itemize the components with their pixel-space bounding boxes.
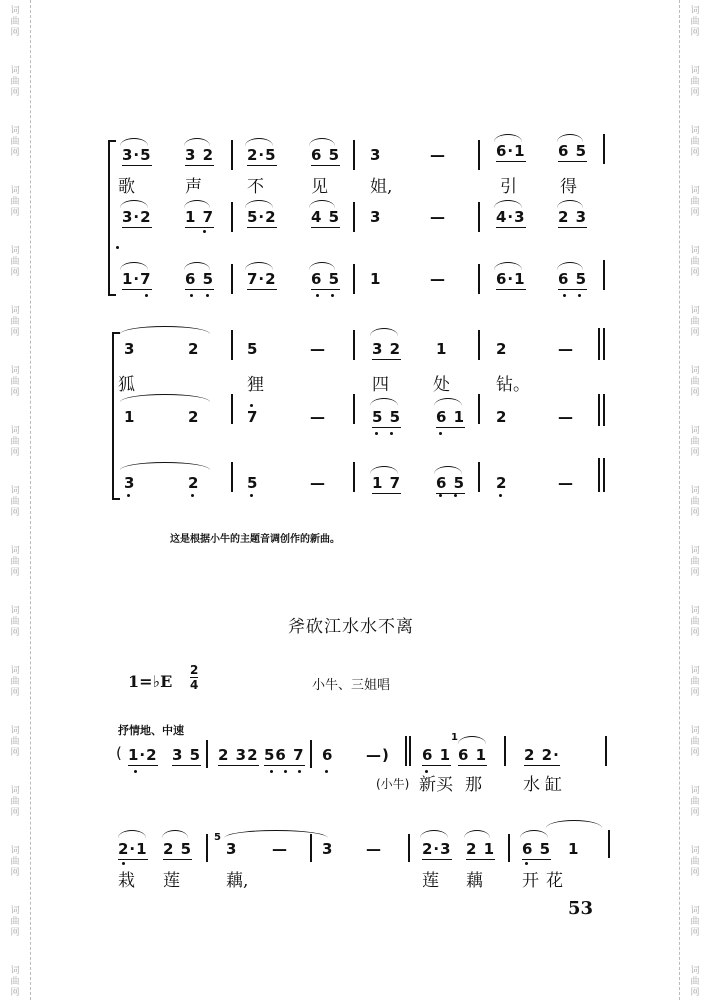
lyric: 开 <box>522 871 539 891</box>
watermark-text: 词 曲 网 <box>10 186 20 218</box>
watermark-text: 词 曲 网 <box>10 546 20 578</box>
note: 3 5 <box>172 746 202 764</box>
note: 6 5 <box>522 840 552 858</box>
lyric: 藕, <box>226 871 249 891</box>
lyric: 姐, <box>370 177 393 197</box>
watermark-text: 词 曲 网 <box>10 606 20 638</box>
note: 2·1 <box>118 840 148 858</box>
note: 1 <box>568 840 580 858</box>
note: 6 5 <box>558 142 588 160</box>
lyric: 见 <box>311 177 328 197</box>
watermark-text: 词 曲 网 <box>10 306 20 338</box>
watermark-text: 词 曲 网 <box>690 306 700 338</box>
note: 3·5 <box>122 146 152 164</box>
note: — <box>430 270 446 288</box>
lyric: 那 <box>465 775 482 795</box>
note: 6 1 <box>422 746 452 764</box>
singers: 小牛、三姐唱 <box>312 678 391 693</box>
note: —) <box>366 746 390 764</box>
note: — <box>558 474 574 492</box>
lyric: 买 <box>436 775 453 795</box>
note: 5 5 <box>372 408 402 426</box>
watermark-text: 词 曲 网 <box>690 66 700 98</box>
lyric: 藕 <box>466 871 483 891</box>
note: 6 5 <box>185 270 215 288</box>
note: — <box>558 408 574 426</box>
note: 6 5 <box>558 270 588 288</box>
lyric: 莲 <box>422 871 439 891</box>
watermark-text: 词 曲 网 <box>10 666 20 698</box>
watermark-text: 词 曲 网 <box>10 726 20 758</box>
note: 6 1 <box>458 746 488 764</box>
note: 1 <box>436 340 448 358</box>
watermark-text: 词 曲 网 <box>10 66 20 98</box>
note: 3 <box>370 208 382 226</box>
key-signature: 1=♭E <box>128 672 173 691</box>
watermark-text: 词 曲 网 <box>690 846 700 878</box>
lyric: 引 <box>500 177 517 197</box>
lyric: 缸 <box>545 775 562 795</box>
note: 6·1 <box>496 270 526 288</box>
song-title: 斧砍江水水不离 <box>288 617 414 637</box>
lyric: 四 <box>372 375 389 395</box>
lyric: 狸 <box>247 375 264 395</box>
watermark-text: 词 曲 网 <box>690 486 700 518</box>
right-watermark-strip <box>679 0 710 1000</box>
note: 1 <box>370 270 382 288</box>
note: 4 5 <box>311 208 341 226</box>
lyric: 钻。 <box>496 375 530 395</box>
watermark-text: 词 曲 网 <box>10 786 20 818</box>
time-signature <box>190 664 198 691</box>
note: 2 <box>188 408 200 426</box>
note: 56 7 <box>264 746 305 764</box>
note: 1 7 <box>372 474 402 492</box>
grace-note: 5 <box>214 832 221 843</box>
note: — <box>558 340 574 358</box>
watermark-text: 词 曲 网 <box>690 186 700 218</box>
lyric: 花 <box>546 871 563 891</box>
lyric: 歌 <box>118 177 135 197</box>
watermark-text: 词 曲 网 <box>690 426 700 458</box>
watermark-text: 词 曲 网 <box>690 546 700 578</box>
note: 5·2 <box>247 208 277 226</box>
footnote: 这是根据小牛的主题音调创作的新曲。 <box>170 534 340 545</box>
note: 5 <box>247 474 259 492</box>
lyric: 栽 <box>118 871 135 891</box>
note: 2 <box>188 340 200 358</box>
note: 5 <box>247 340 259 358</box>
note: 1 <box>124 408 136 426</box>
lyric: 莲 <box>163 871 180 891</box>
intro-bracket: ( <box>116 744 123 762</box>
note: 3 2 <box>185 146 215 164</box>
note: 3 <box>226 840 238 858</box>
meter-bottom: 4 <box>190 678 199 692</box>
lyric: 狐 <box>118 375 135 395</box>
watermark-text: 词 曲 网 <box>10 246 20 278</box>
watermark-text: 词 曲 网 <box>690 966 700 998</box>
lyric: 水 <box>523 775 540 795</box>
note: 7·2 <box>247 270 277 288</box>
watermark-text: 词 曲 网 <box>10 486 20 518</box>
note: — <box>366 840 382 858</box>
watermark-text: 词 曲 网 <box>690 786 700 818</box>
note: — <box>310 474 326 492</box>
note: 6 <box>322 746 334 764</box>
lyric: 处 <box>433 375 450 395</box>
note: 2 <box>496 474 508 492</box>
watermark-text: 词 曲 网 <box>10 6 20 38</box>
grace-note: 1 <box>451 732 458 743</box>
watermark-text: 词 曲 网 <box>690 666 700 698</box>
lyric: 不 <box>247 177 264 197</box>
note: 2 5 <box>163 840 193 858</box>
watermark-text: 词 曲 网 <box>10 366 20 398</box>
lyric-prefix: (小牛) <box>376 777 410 791</box>
note: — <box>310 340 326 358</box>
watermark-text: 词 曲 网 <box>10 426 20 458</box>
note: 3 <box>124 340 136 358</box>
tempo-marking: 抒情地、中速 <box>118 724 184 737</box>
note: 2 2· <box>524 746 560 764</box>
note: 2 <box>496 408 508 426</box>
lyric: 声 <box>185 177 202 197</box>
meter-top: 2 <box>190 663 199 677</box>
system-bracket <box>108 140 116 296</box>
lyric: 得 <box>560 177 577 197</box>
watermark-text: 词 曲 网 <box>690 366 700 398</box>
note: 6·1 <box>496 142 526 160</box>
note: 2 32 <box>218 746 259 764</box>
note: 3 2 <box>372 340 402 358</box>
note: 3·2 <box>122 208 152 226</box>
watermark-text: 词 曲 网 <box>690 606 700 638</box>
note: 6 5 <box>436 474 466 492</box>
watermark-text: 词 曲 网 <box>10 126 20 158</box>
note: 6 5 <box>311 270 341 288</box>
system-bracket <box>112 332 120 500</box>
note: 4·3 <box>496 208 526 226</box>
note: 3 <box>124 474 136 492</box>
note: 2 3 <box>558 208 588 226</box>
note: 6 1 <box>436 408 466 426</box>
note: 1·2 <box>128 746 158 764</box>
watermark-text: 词 曲 网 <box>10 966 20 998</box>
note: 3 <box>322 840 334 858</box>
note: 1·7 <box>122 270 152 288</box>
note: 2 <box>188 474 200 492</box>
note: 2 <box>496 340 508 358</box>
note: 6 5 <box>311 146 341 164</box>
note: 2·5 <box>247 146 277 164</box>
note: 1 7 <box>185 208 215 226</box>
watermark-text: 词 曲 网 <box>690 906 700 938</box>
note: — <box>310 408 326 426</box>
note: — <box>430 208 446 226</box>
note: 7 <box>247 408 259 426</box>
left-watermark-strip <box>0 0 31 1000</box>
note: 2 1 <box>466 840 496 858</box>
page-number: 53 <box>568 898 594 919</box>
watermark-text: 词 曲 网 <box>10 906 20 938</box>
watermark-text: 词 曲 网 <box>690 6 700 38</box>
watermark-text: 词 曲 网 <box>690 126 700 158</box>
watermark-text: 词 曲 网 <box>690 246 700 278</box>
note: — <box>430 146 446 164</box>
note: — <box>272 840 288 858</box>
watermark-text: 词 曲 网 <box>10 846 20 878</box>
lyric: 新 <box>419 775 436 795</box>
note: 2·3 <box>422 840 452 858</box>
note: 3 <box>370 146 382 164</box>
watermark-text: 词 曲 网 <box>690 726 700 758</box>
